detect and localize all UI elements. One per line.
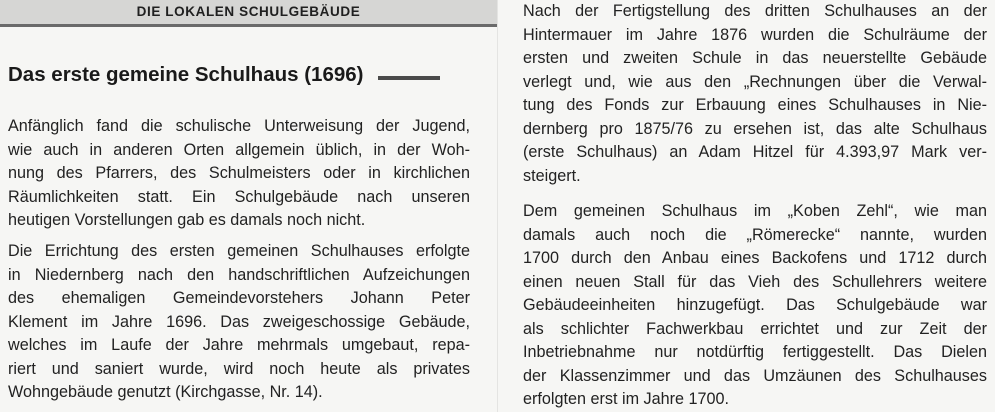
section-header: DIE LOKALEN SCHULGEBÄUDE (0, 0, 497, 27)
text-line: tung des Fonds zur Erbauung eines Schulhauses in Nie- (523, 96, 987, 114)
text-line: Nach der Fertigstellung des dritten Schulhauses an der (523, 2, 987, 20)
text-line: damals auch noch die „Römerecke“ nannte, wurden (523, 225, 987, 244)
text-line: einen neuen Stall für das Vieh des Schullehrers weitere (523, 272, 987, 291)
text-line: ersten und zweiten Schule in das neuerstellte Gebäude (523, 49, 987, 67)
paragraph-right-1 (523, 0, 987, 188)
text-line: Die Errichtung des ersten gemeinen Schulhauses erfolgte (8, 242, 470, 260)
text-line: welches im Laufe der Jahre mehrmals umgebaut, repa- (8, 336, 470, 354)
text-line: Gebäudeeinheiten hinzugefügt. Das Schulgebäude war (523, 296, 987, 314)
text-line: Anfänglich fand die schulische Unterweisung der Jugend, (8, 117, 470, 135)
text-line: in Niedernberg nach den handschriftlichen Aufzeichungen (8, 265, 470, 284)
text-line: Klement im Jahre 1696. Das zweigeschossige Gebäude, (8, 312, 470, 331)
text-line: Räumlichkeiten statt. Ein Schulgebäude nach unseren (8, 187, 470, 206)
text-line: 1700 durch den Anbau eines Backofens und 1712 durch (523, 249, 987, 267)
paragraph-left-2 (8, 240, 470, 405)
text-line: heutigen Vorstellungen gab es damals noch nicht. (8, 211, 366, 229)
text-line: Wohngebäude genutzt (Kirchgasse, Nr. 14). (8, 383, 323, 401)
text-line: der Klassenzimmer und das Umzäunen des Schulhauses (523, 366, 987, 385)
text-line: Hintermauer im Jahre 1876 wurden die Schulräume der (523, 25, 987, 44)
text-line: erfolgten erst im Jahre 1700. (523, 390, 730, 408)
text-line: steigert. (523, 166, 581, 185)
text-line: nung des Pfarrers, des Schulmeisters oder in kirchlichen (8, 164, 470, 182)
text-line: riert und saniert wurde, wird noch heute als privates (8, 359, 470, 378)
text-line: dernberg pro 1875/76 zu ersehen ist, das alte Schulhaus (523, 119, 987, 138)
paragraph-right-2 (523, 200, 987, 412)
text-line: des ehemaligen Gemeindevorstehers Johann Peter (8, 289, 470, 307)
text-line: verlegt und, wie aus den „Rechnungen über die Verwal- (523, 72, 987, 91)
text-line: Dem gemeinen Schulhaus im „Koben Zehl“, wie man (523, 202, 987, 220)
text-line: (erste Schulhaus) an Adam Hitzel für 4.393,97 Mark ver- (523, 143, 987, 161)
article-heading: Das erste gemeine Schulhaus (1696) (8, 63, 364, 86)
text-line: wie auch in anderen Orten allgemein üblich, in der Woh- (8, 140, 470, 159)
heading-rule (378, 76, 440, 80)
text-line: als schlichter Fachwerkbau errichtet und zur Zeit der (523, 319, 987, 338)
column-divider (497, 0, 498, 412)
left-column (0, 0, 497, 412)
paragraph-left-1 (8, 115, 470, 233)
heading-row (8, 60, 488, 90)
text-line: Inbetriebnahme nur notdürftig fertiggestellt. Das Dielen (523, 343, 987, 361)
